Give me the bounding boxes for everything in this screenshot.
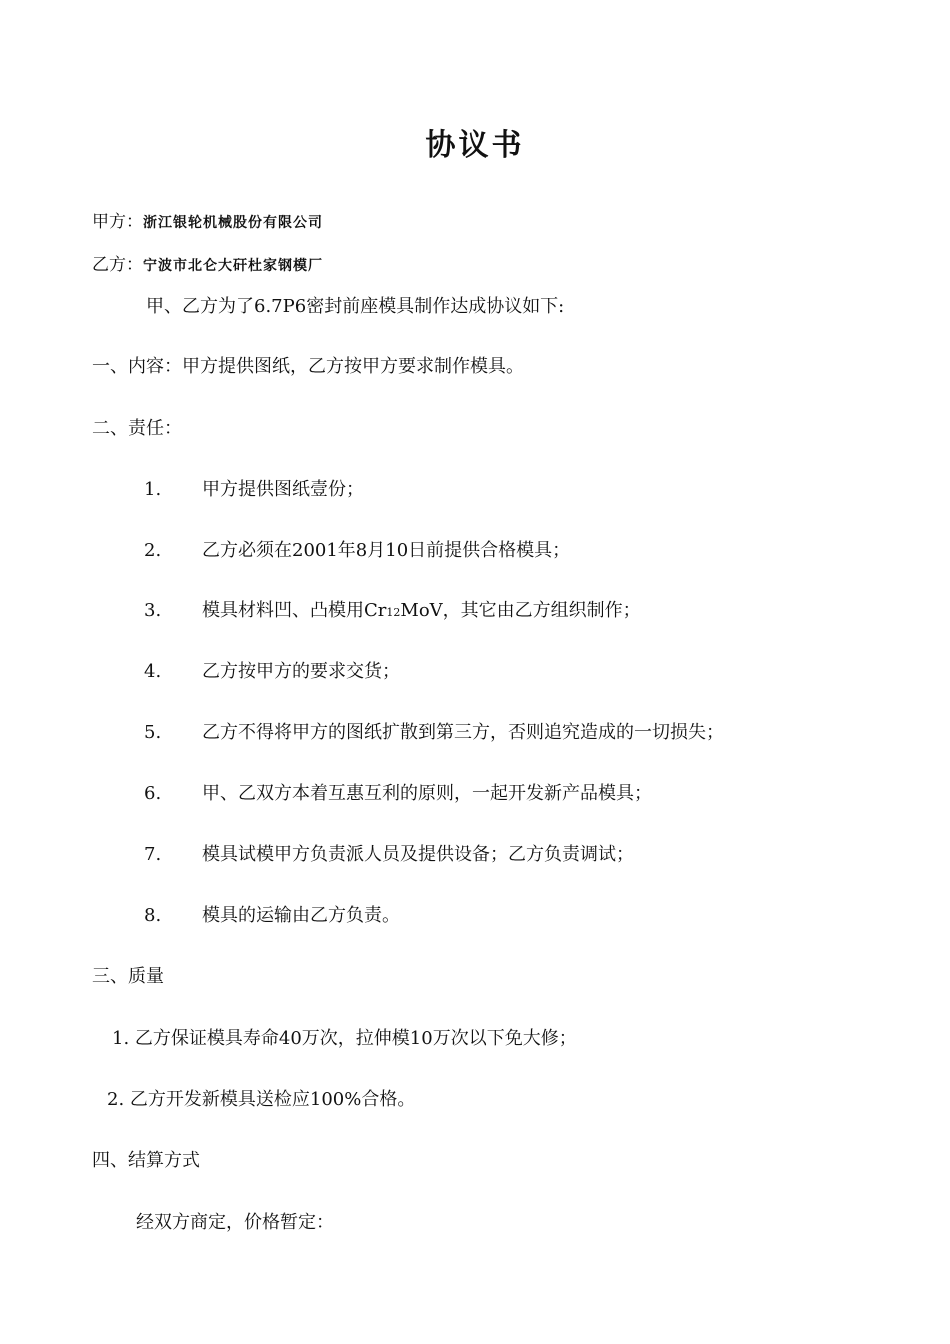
item-number: 3. xyxy=(144,600,162,621)
item-text: 模具试模甲方负责派人员及提供设备；乙方负责调试； xyxy=(202,844,634,865)
document-title: 协议书 xyxy=(425,128,525,163)
party-b-label: 乙方： xyxy=(92,255,143,275)
item-text-post: MoV，其它由乙方组织制作； xyxy=(400,600,641,621)
responsibility-item xyxy=(144,779,652,805)
party-a-label: 甲方： xyxy=(92,212,143,232)
item-text: 模具的运输由乙方负责。 xyxy=(202,905,400,926)
quality-item: 1. 乙方保证模具寿命40万次，拉伸模10万次以下免大修； xyxy=(112,1028,577,1049)
item-number: 7. xyxy=(144,844,162,865)
item-number: 8. xyxy=(144,905,162,926)
section-responsibility-heading: 二、责任： xyxy=(92,418,182,439)
settlement-text: 经双方商定，价格暂定： xyxy=(136,1212,334,1233)
item-text: 乙方不得将甲方的图纸扩散到第三方，否则追究造成的一切损失； xyxy=(202,722,724,743)
item-text: 甲、乙双方本着互惠互利的原则，一起开发新产品模具； xyxy=(202,783,652,804)
responsibility-item xyxy=(144,840,634,866)
item-text: 甲方提供图纸壹份； xyxy=(202,479,364,500)
item-number: 4. xyxy=(144,661,162,682)
party-b-name: 宁波市北仑大矸杜家钢模厂 xyxy=(143,258,323,274)
item-text-pre: 模具材料凹、凸模用Cr xyxy=(202,600,387,621)
item-text-subscript: 12 xyxy=(386,606,401,619)
item-number: 1. xyxy=(144,479,162,500)
intro-paragraph: 甲、乙方为了6.7P6密封前座模具制作达成协议如下: xyxy=(146,296,565,317)
party-a xyxy=(92,207,323,232)
party-a-name: 浙江银轮机械股份有限公司 xyxy=(143,215,323,231)
responsibility-item xyxy=(144,536,570,562)
responsibility-item xyxy=(144,596,641,622)
item-text: 乙方必须在2001年8月10日前提供合格模具； xyxy=(202,540,571,561)
item-number: 5. xyxy=(144,722,162,743)
responsibility-item xyxy=(144,475,364,501)
section-settlement-heading: 四、结算方式 xyxy=(92,1150,200,1171)
section-content: 一、内容：甲方提供图纸，乙方按甲方要求制作模具。 xyxy=(92,356,524,377)
section-quality-heading: 三、质量 xyxy=(92,966,164,987)
party-b xyxy=(92,250,323,275)
item-number: 6. xyxy=(144,783,162,804)
responsibility-item xyxy=(144,901,400,927)
item-text: 乙方按甲方的要求交货； xyxy=(202,661,400,682)
responsibility-item xyxy=(144,657,400,683)
responsibility-item xyxy=(144,718,724,744)
item-number: 2. xyxy=(144,540,162,561)
quality-item: 2. 乙方开发新模具送检应100%合格。 xyxy=(107,1089,416,1110)
